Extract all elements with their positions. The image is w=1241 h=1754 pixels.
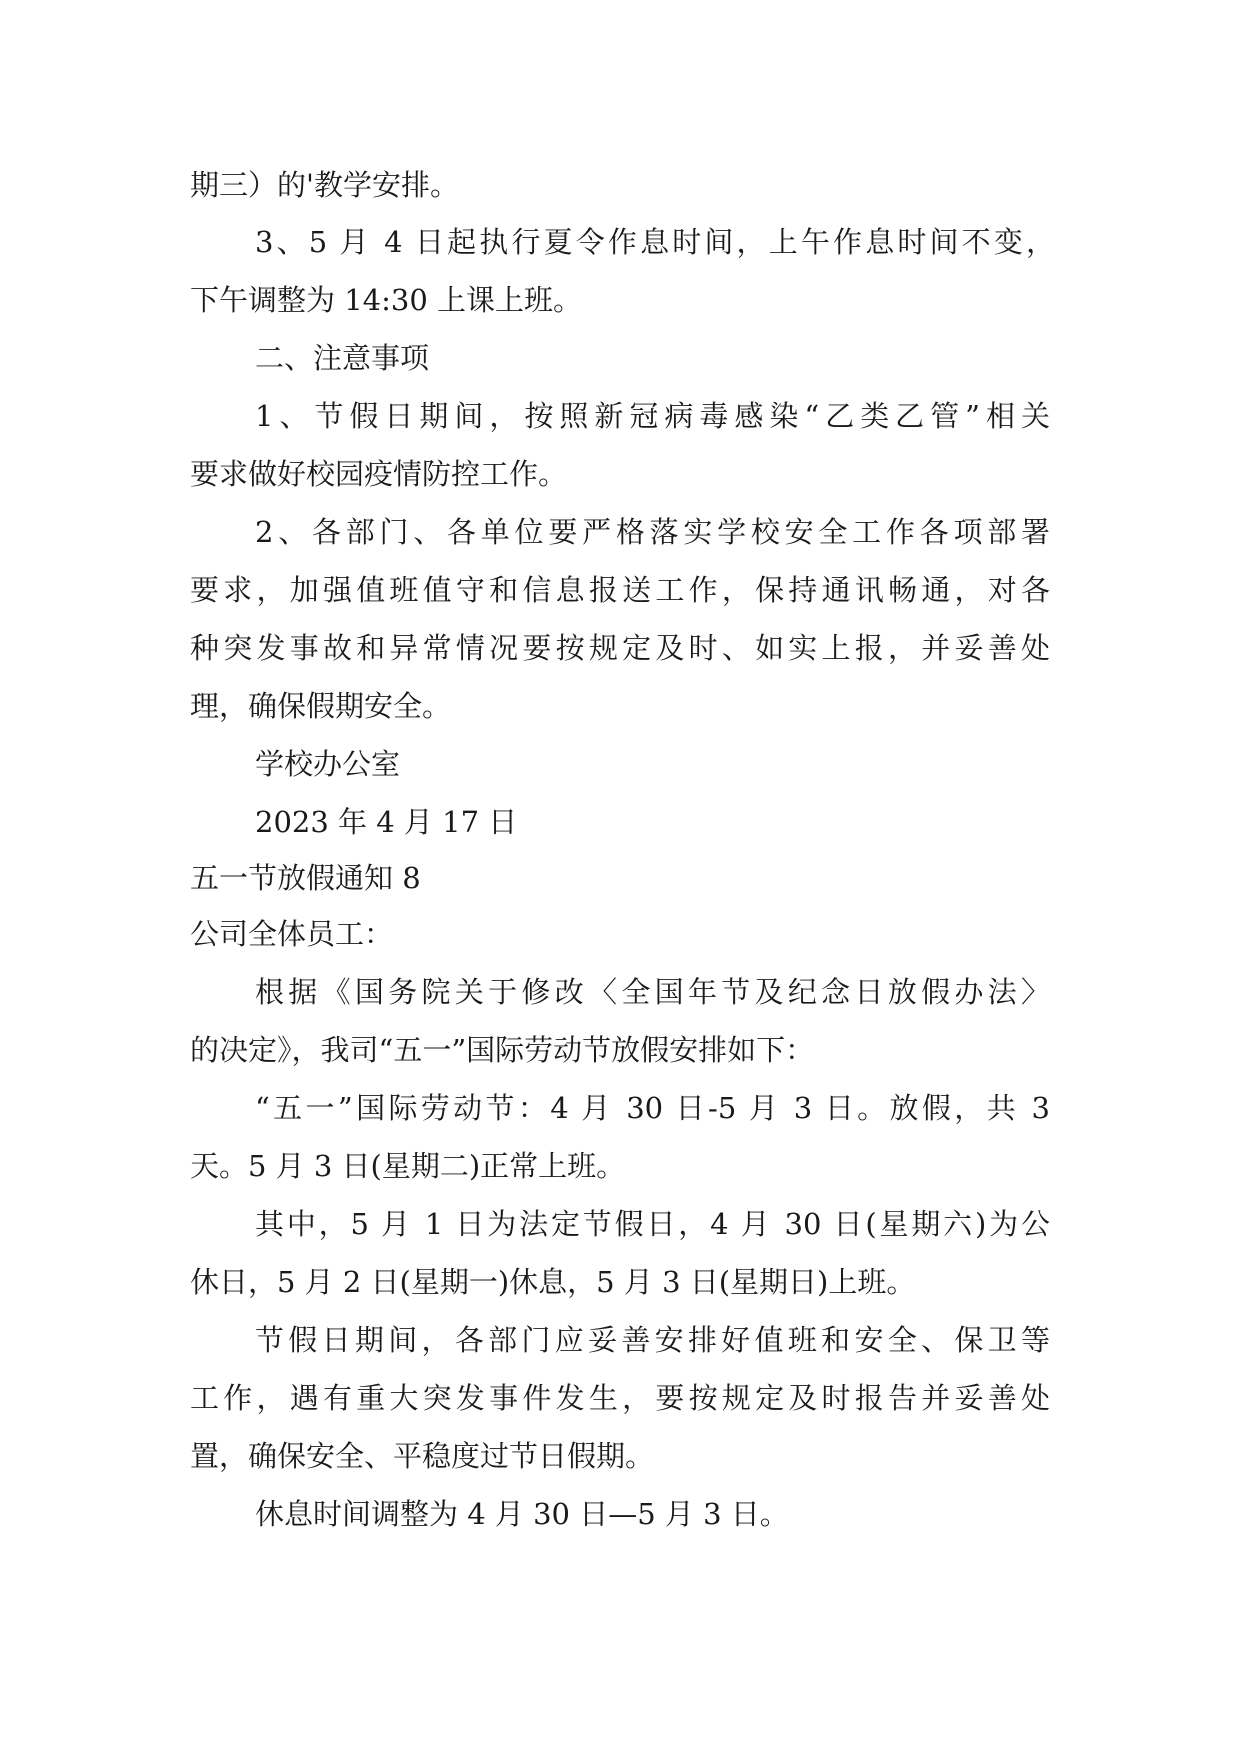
body-text-line: 理，确保假期安全。 (190, 689, 452, 723)
body-text-line: 下午调整为 14:30 上课上班。 (190, 283, 583, 317)
body-text-line: 节假日期间，各部门应妥善安排好值班和安全、保卫等 (255, 1323, 1050, 1357)
salutation: 公司全体员工： (190, 917, 394, 951)
body-text-line: 1、节假日期间，按照新冠病毒感染“乙类乙管”相关 (255, 399, 1050, 433)
signature-office: 学校办公室 (255, 747, 401, 781)
body-text-line: 期三）的'教学安排。 (190, 168, 459, 202)
signature-date: 2023 年 4 月 17 日 (255, 805, 518, 839)
notice-title: 五一节放假通知 8 (190, 861, 421, 895)
body-text-line: 休息时间调整为 4 月 30 日—5 月 3 日。 (255, 1497, 789, 1531)
body-text-line: 休日，5 月 2 日(星期一)休息，5 月 3 日(星期日)上班。 (190, 1265, 916, 1299)
body-text-line: 2、各部门、各单位要严格落实学校安全工作各项部署 (255, 515, 1050, 549)
body-text-line: 天。5 月 3 日(星期二)正常上班。 (190, 1149, 626, 1183)
body-text-line: 工作，遇有重大突发事件发生，要按规定及时报告并妥善处 (190, 1381, 1050, 1415)
body-text-line: 种突发事故和异常情况要按规定及时、如实上报，并妥善处 (190, 631, 1050, 665)
section-heading: 二、注意事项 (255, 341, 430, 375)
body-text-line: 其中，5 月 1 日为法定节假日，4 月 30 日(星期六)为公 (255, 1207, 1050, 1241)
body-text-line: 要求做好校园疫情防控工作。 (190, 457, 568, 491)
body-text-line: 置，确保安全、平稳度过节日假期。 (190, 1439, 655, 1473)
body-text-line: “五一”国际劳动节：4 月 30 日-5 月 3 日。放假，共 3 (255, 1091, 1050, 1125)
body-text-line: 的决定》，我司“五一”国际劳动节放假安排如下： (190, 1033, 815, 1067)
body-text-line: 3、5 月 4 日起执行夏令作息时间，上午作息时间不变， (255, 225, 1055, 259)
body-text-line: 根据《国务院关于修改〈全国年节及纪念日放假办法〉 (255, 975, 1050, 1009)
body-text-line: 要求，加强值班值守和信息报送工作，保持通讯畅通，对各 (190, 573, 1050, 607)
